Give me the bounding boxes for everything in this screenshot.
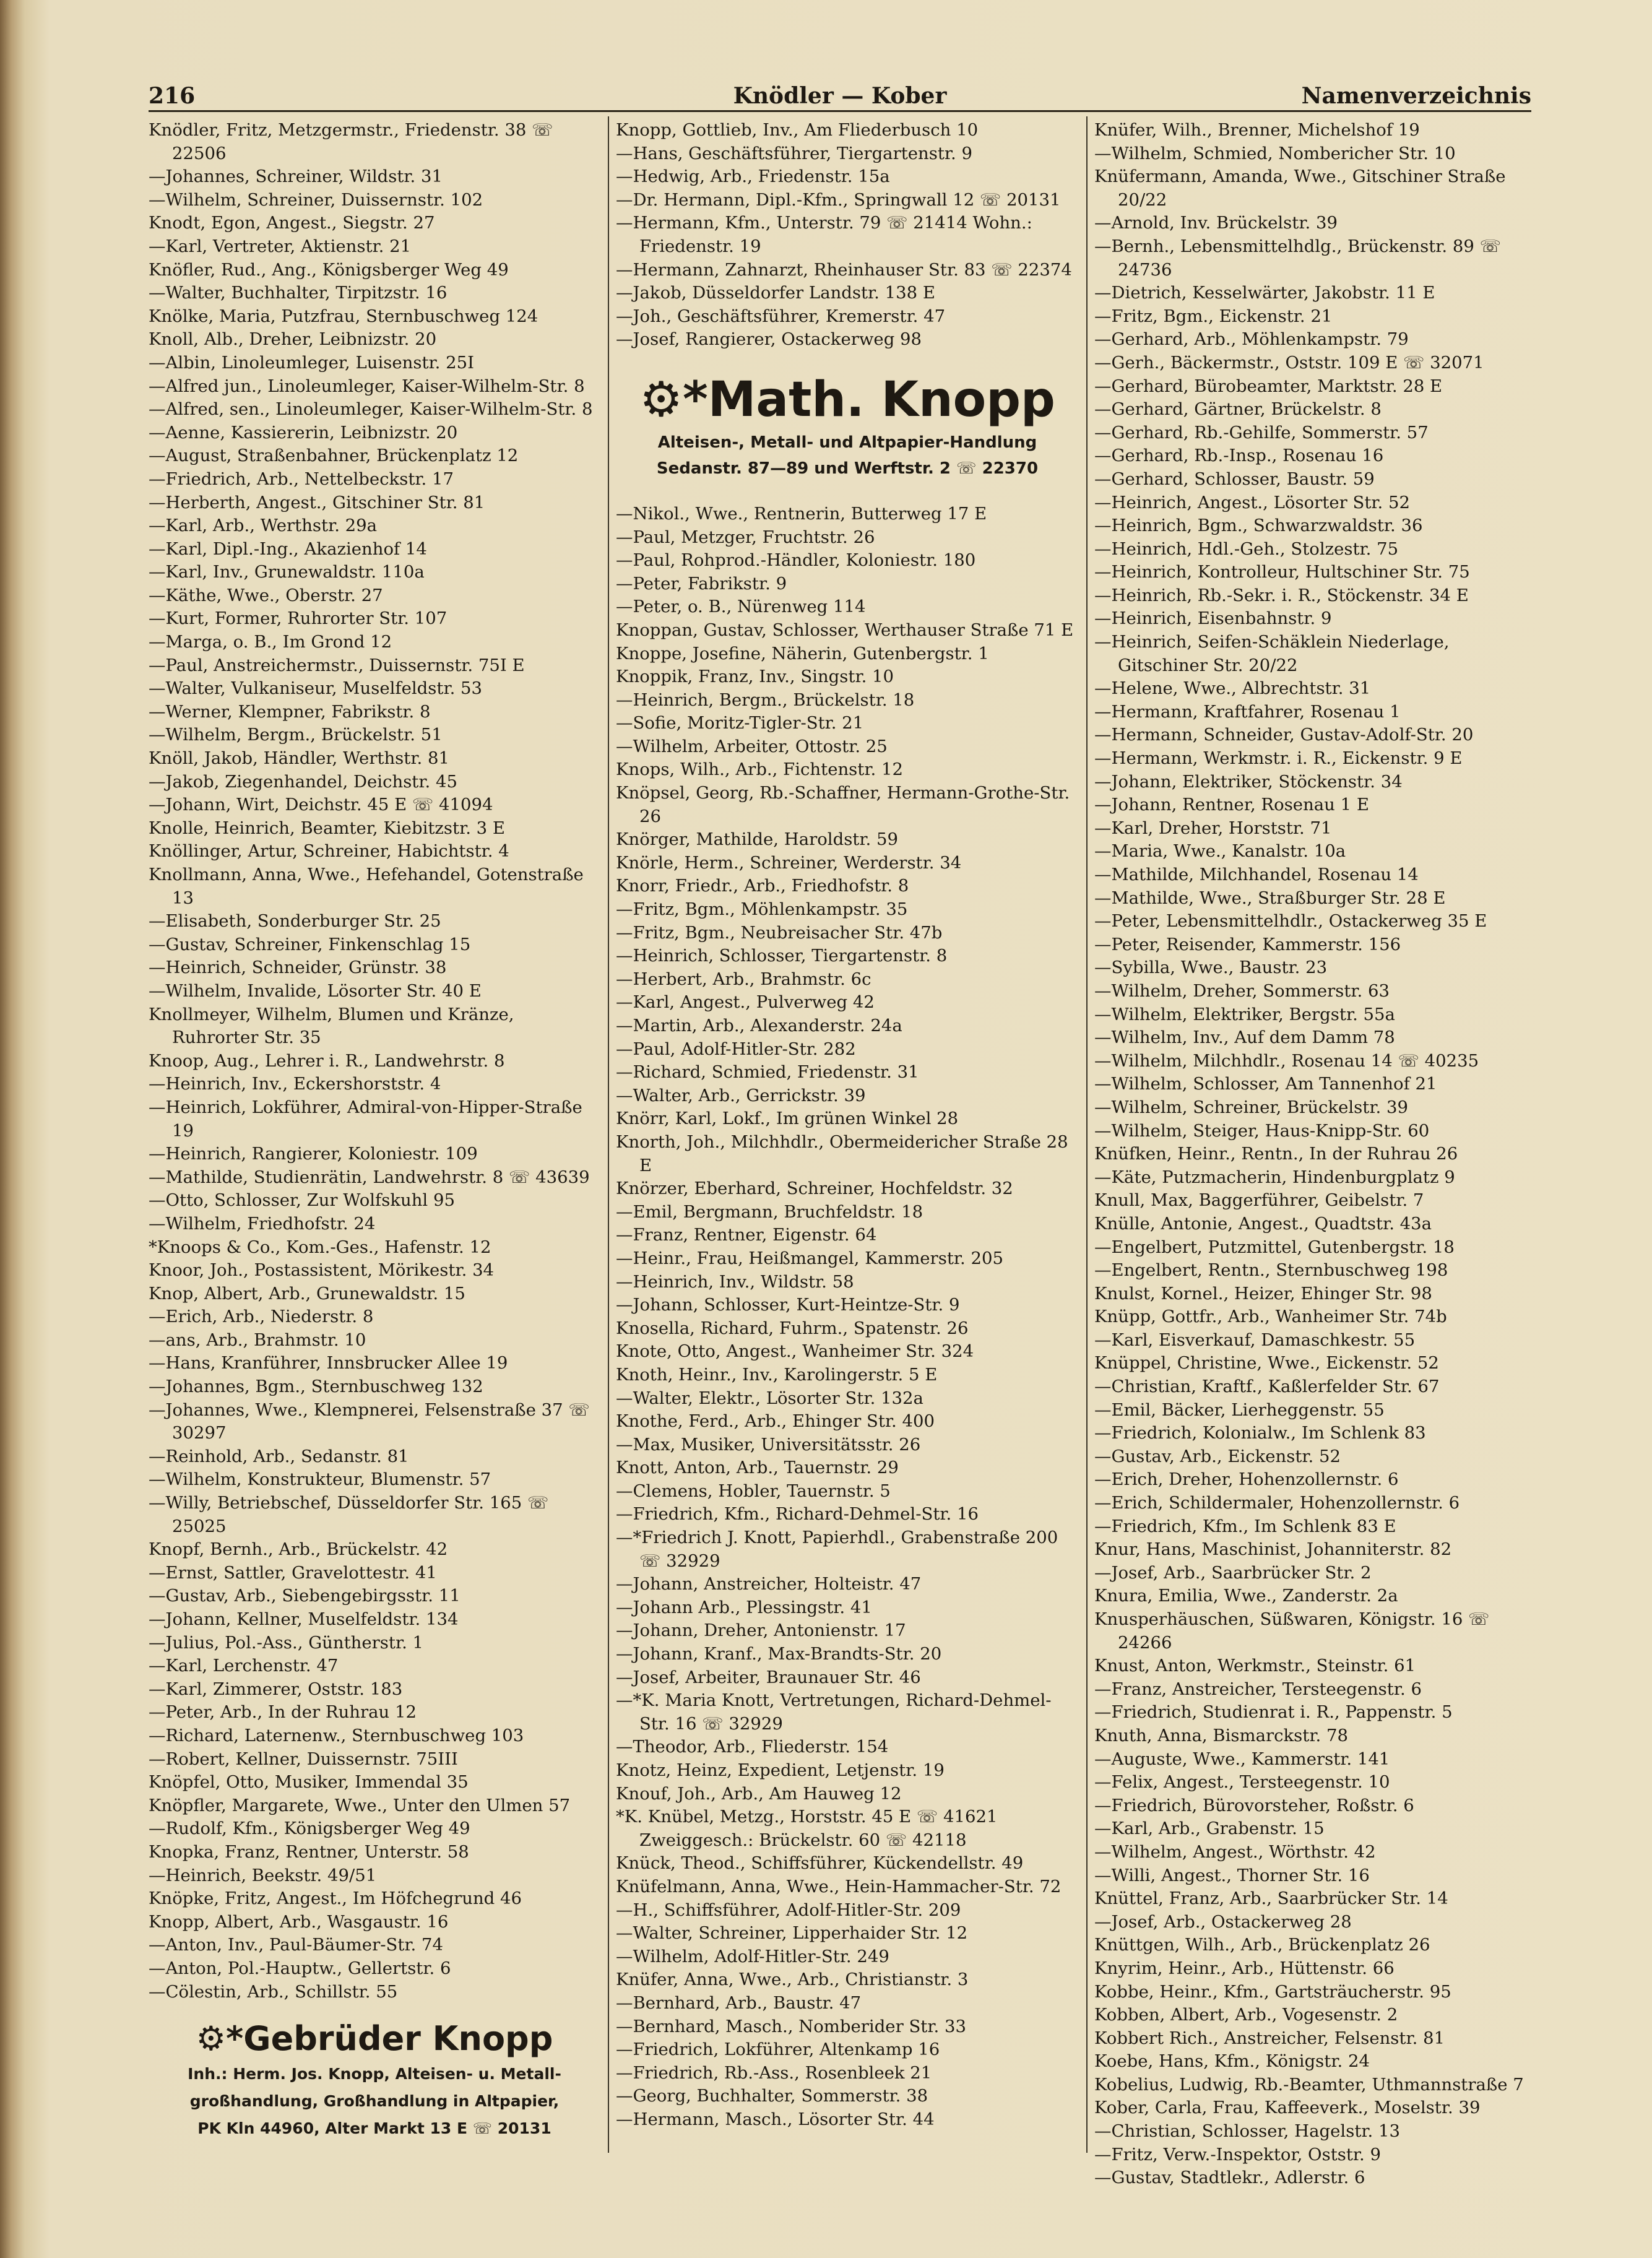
directory-entry: Knöpke, Fritz, Angest., Im Höfchegrund 46 [149, 1888, 522, 1909]
directory-entry: —Heinrich, Beekstr. 49/51 [149, 1865, 377, 1885]
directory-entry: —Herbert, Arb., Brahmstr. 6c [616, 969, 871, 989]
directory-entry: —Marga, o. B., Im Grond 12 [149, 632, 392, 652]
directory-entry: —Richard, Schmied, Friedenstr. 31 [616, 1062, 919, 1083]
advert-line: Inh.: Herm. Jos. Knopp, Alteisen- u. Metall- [188, 2065, 561, 2083]
advert-line: Alteisen-, Metall- und Altpapier-Handlung [657, 433, 1037, 452]
directory-entry: —Wilhelm, Arbeiter, Ottostr. 25 [616, 736, 888, 756]
directory-entry: —Peter, Fabrikstr. 9 [616, 573, 787, 594]
directory-entry: —Friedrich, Rb.-Ass., Rosenbleek 21 [616, 2062, 932, 2083]
directory-entry: Knott, Anton, Arb., Tauernstr. 29 [616, 1458, 899, 1478]
directory-entry: —Peter, Lebensmittelhdlr., Ostackerweg 35 E [1094, 911, 1487, 932]
directory-entry: Knust, Anton, Werkmstr., Steinstr. 61 [1094, 1656, 1416, 1676]
directory-entry: —Gustav, Arb., Eickenstr. 52 [1094, 1446, 1341, 1466]
directory-entry: —Dietrich, Kesselwärter, Jakobstr. 11 E [1094, 283, 1435, 303]
directory-entry: —Jakob, Ziegenhandel, Deichstr. 45 [149, 771, 457, 792]
directory-entry: Knüfken, Heinr., Rentn., In der Ruhrau 26 [1094, 1144, 1458, 1164]
directory-entry: —Fritz, Verw.-Inspektor, Oststr. 9 [1094, 2144, 1382, 2165]
directory-entry: —Bernhard, Masch., Nomberider Str. 33 [616, 2016, 966, 2036]
directory-entry: —Hedwig, Arb., Friedenstr. 15a [616, 167, 890, 187]
directory-entry: —Hermann, Zahnarzt, Rheinhauser Str. 83 ☏ 22374 [616, 259, 1072, 280]
directory-entry: —Gerhard, Rb.-Gehilfe, Sommerstr. 57 [1094, 422, 1429, 443]
directory-entry: —Johannes, Wwe., Klempnerei, Felsenstraße 37 ☏ 30297 [149, 1399, 590, 1443]
directory-entry: —Heinrich, Angest., Lösorter Str. 52 [1094, 492, 1410, 513]
directory-entry: —Theodor, Arb., Fliederstr. 154 [616, 1737, 889, 1757]
section-title: Namenverzeichnis [1301, 83, 1531, 109]
directory-entry: —Heinrich, Schneider, Grünstr. 38 [149, 958, 447, 978]
directory-entry: Knödler, Fritz, Metzgermstr., Friedenstr. 38 ☏ 22506 [149, 120, 553, 163]
directory-entry: —Karl, Arb., Grabenstr. 15 [1094, 1819, 1325, 1839]
advert-line: PK Kln 44960, Alter Markt 13 E ☏ 20131 [197, 2119, 551, 2138]
page-number: 216 [149, 83, 196, 109]
directory-entry: —Johannes, Schreiner, Wildstr. 31 [149, 167, 443, 187]
directory-entry: —Cölestin, Arb., Schillstr. 55 [149, 1981, 398, 2002]
directory-entry: Knörr, Karl, Lokf., Im grünen Winkel 28 [616, 1109, 959, 1129]
directory-entry: —Rudolf, Kfm., Königsberger Weg 49 [149, 1819, 470, 1839]
directory-entry: —Heinrich, Inv., Wildstr. 58 [616, 1271, 854, 1292]
column-rule [608, 116, 609, 2153]
directory-entry: —Wilhelm, Schreiner, Brückelstr. 39 [1094, 1097, 1408, 1117]
directory-entry: —Wilhelm, Angest., Wörthstr. 42 [1094, 1841, 1376, 1862]
directory-entry: —*Friedrich J. Knott, Papierhdl., Grabenstraße 200 ☏ 32929 [616, 1528, 1058, 1571]
directory-entry: —Johann, Rentner, Rosenau 1 E [1094, 795, 1369, 815]
directory-entry: Knur, Hans, Maschinist, Johanniterstr. 82 [1094, 1539, 1452, 1560]
advert-math-knopp [616, 370, 1079, 482]
directory-entry: —Hermann, Masch., Lösorter Str. 44 [616, 2109, 935, 2129]
directory-entry: Kobbert Rich., Anstreicher, Felsenstr. 81 [1094, 2028, 1445, 2048]
directory-entry: —Felix, Angest., Tersteegenstr. 10 [1094, 1772, 1390, 1793]
column-3 [1094, 119, 1531, 2188]
advert-gebrueder-knopp [149, 2017, 600, 2142]
directory-entry: —Gustav, Stadtlekr., Adlerstr. 6 [1094, 2168, 1365, 2188]
directory-entry: Knüfer, Wilh., Brenner, Michelshof 19 [1094, 120, 1420, 140]
directory-entry: —Hans, Kranführer, Innsbrucker Allee 19 [149, 1353, 508, 1373]
directory-entry: Knoth, Heinr., Inv., Karolingerstr. 5 E [616, 1364, 938, 1385]
directory-entry: —Kurt, Former, Ruhrorter Str. 107 [149, 608, 448, 629]
directory-entry: —Gustav, Arb., Siebengebirgsstr. 11 [149, 1586, 461, 1606]
directory-entry: Knöfler, Rud., Ang., Königsberger Weg 49 [149, 259, 509, 280]
directory-entry: —Heinr., Frau, Heißmangel, Kammerstr. 205 [616, 1248, 1003, 1268]
directory-entry: Knorth, Joh., Milchhdlr., Obermeidericher Straße 28 E [616, 1131, 1068, 1175]
directory-entry: —Walter, Elektr., Lösorter Str. 132a [616, 1388, 923, 1408]
directory-entry: —Hans, Geschäftsführer, Tiergartenstr. 9 [616, 143, 973, 163]
directory-entry: —Emil, Bergmann, Bruchfeldstr. 18 [616, 1201, 923, 1222]
directory-entry: —Friedrich, Studienrat i. R., Pappenstr. 5 [1094, 1702, 1453, 1723]
directory-entry: —Erich, Arb., Niederstr. 8 [149, 1307, 374, 1327]
directory-entry: Knoppe, Josefine, Näherin, Gutenbergstr. 1 [616, 643, 989, 664]
directory-entry: —Johannes, Bgm., Sternbuschweg 132 [149, 1377, 483, 1397]
directory-entry: Kobben, Albert, Arb., Vogesenstr. 2 [1094, 2005, 1398, 2025]
column-rule [1086, 116, 1088, 2153]
directory-entry: Knodt, Egon, Angest., Siegstr. 27 [149, 213, 435, 233]
directory-entry: —Christian, Schlosser, Hagelstr. 13 [1094, 2121, 1400, 2142]
directory-entry: —Erich, Schildermaler, Hohenzollernstr. 6 [1094, 1493, 1460, 1513]
directory-entry: —Wilhelm, Schlosser, Am Tannenhof 21 [1094, 1074, 1437, 1094]
directory-entry: —Karl, Inv., Grunewaldstr. 110a [149, 562, 425, 582]
directory-entry: Knöpfler, Margarete, Wwe., Unter den Ulmen 57 [149, 1795, 571, 1815]
directory-entry: —Albin, Linoleumleger, Luisenstr. 25I [149, 352, 474, 373]
column-2 [616, 119, 1079, 2155]
directory-entry: —Wilhelm, Invalide, Lösorter Str. 40 E [149, 980, 482, 1001]
directory-entry: —Karl, Dreher, Horststr. 71 [1094, 818, 1332, 838]
directory-entry: Knop, Albert, Arb., Grunewaldstr. 15 [149, 1283, 465, 1304]
directory-entry: Knüppel, Christine, Wwe., Eickenstr. 52 [1094, 1353, 1439, 1373]
directory-entry: —Arnold, Inv. Brückelstr. 39 [1094, 213, 1338, 233]
directory-entry: Knorr, Friedr., Arb., Friedhofstr. 8 [616, 876, 909, 896]
directory-entry: Knothe, Ferd., Arb., Ehinger Str. 400 [616, 1411, 935, 1432]
directory-entry: Knüttgen, Wilh., Arb., Brückenplatz 26 [1094, 1935, 1430, 1955]
directory-entry: Knolle, Heinrich, Beamter, Kiebitzstr. 3 E [149, 818, 505, 838]
directory-entry: —Hermann, Werkmstr. i. R., Eickenstr. 9 E [1094, 748, 1463, 769]
directory-entry: —Franz, Anstreicher, Tersteegenstr. 6 [1094, 1679, 1422, 1699]
column-1 [149, 119, 600, 2155]
directory-entry: Kobelius, Ludwig, Rb.-Beamter, Uthmannstraße 7 [1094, 2074, 1524, 2095]
directory-entry: —Wilhelm, Schmied, Nombericher Str. 10 [1094, 143, 1456, 163]
directory-entry: —*K. Maria Knott, Vertretungen, Richard-Dehmel-Str. 16 ☏ 32929 [616, 1690, 1052, 1734]
running-title: Knödler — Kober [733, 83, 947, 109]
directory-entry: —Karl, Lerchenstr. 47 [149, 1656, 339, 1676]
page-header [149, 79, 1531, 112]
directory-entry: —Gerhard, Bürobeamter, Marktstr. 28 E [1094, 376, 1443, 396]
directory-entry: Knöllinger, Artur, Schreiner, Habichtstr. 4 [149, 841, 509, 862]
directory-entry: —Heinrich, Eisenbahnstr. 9 [1094, 608, 1332, 629]
directory-entry: Knüfermann, Amanda, Wwe., Gitschiner Straße 20/22 [1094, 167, 1506, 210]
directory-entry: —Maria, Wwe., Kanalstr. 10a [1094, 841, 1346, 862]
directory-entry: —Engelbert, Putzmittel, Gutenbergstr. 18 [1094, 1237, 1455, 1257]
directory-entry: —Gerhard, Gärtner, Brückelstr. 8 [1094, 399, 1382, 420]
directory-entry: Knüfelmann, Anna, Wwe., Hein-Hammacher-Str. 72 [616, 1876, 1062, 1897]
directory-entry: —Paul, Anstreichermstr., Duissernstr. 75I E [149, 655, 525, 675]
directory-entry: —Franz, Rentner, Eigenstr. 64 [616, 1225, 877, 1245]
directory-entry: —Wilhelm, Inv., Auf dem Damm 78 [1094, 1027, 1395, 1048]
directory-entry: Knuth, Anna, Bismarckstr. 78 [1094, 1725, 1348, 1745]
directory-entry: Knura, Emilia, Wwe., Zanderstr. 2a [1094, 1586, 1398, 1606]
directory-entry: —Max, Musiker, Universitätsstr. 26 [616, 1434, 921, 1455]
directory-entry: —Paul, Metzger, Fruchtstr. 26 [616, 527, 875, 547]
directory-entry: —Friedrich, Kfm., Richard-Dehmel-Str. 16 [616, 1504, 979, 1525]
directory-entry: —Peter, Arb., In der Ruhrau 12 [149, 1702, 417, 1723]
directory-entry: —Johann Arb., Plessingstr. 41 [616, 1597, 872, 1617]
directory-entry: —Heinrich, Bergm., Brückelstr. 18 [616, 690, 915, 710]
directory-entry: —Heinrich, Schlosser, Tiergartenstr. 8 [616, 946, 948, 966]
directory-entry: —Mathilde, Studienrätin, Landwehrstr. 8 ☏ 43639 [149, 1167, 590, 1187]
directory-entry: —Auguste, Wwe., Kammerstr. 141 [1094, 1749, 1390, 1769]
directory-entry: —Martin, Arb., Alexanderstr. 24a [616, 1016, 902, 1036]
directory-entry: —Walter, Buchhalter, Tirpitzstr. 16 [149, 283, 448, 303]
directory-entry: —Johann, Dreher, Antonienstr. 17 [616, 1620, 906, 1641]
directory-entry: —Otto, Schlosser, Zur Wolfskuhl 95 [149, 1190, 455, 1211]
directory-entry: Knülle, Antonie, Angest., Quadtstr. 43a [1094, 1213, 1432, 1234]
directory-entry: —Johann, Anstreicher, Holteistr. 47 [616, 1574, 922, 1594]
directory-entry: —Wilhelm, Dreher, Sommerstr. 63 [1094, 980, 1390, 1001]
directory-entry: —Karl, Angest., Pulverweg 42 [616, 992, 875, 1013]
directory-entry: —Wilhelm, Adolf-Hitler-Str. 249 [616, 1946, 889, 1966]
directory-entry: Knollmann, Anna, Wwe., Hefehandel, Gotenstraße 13 [149, 865, 584, 908]
advert-line: Sedanstr. 87—89 und Werftstr. 2 ☏ 22370 [656, 459, 1039, 478]
directory-entry: —Johann, Wirt, Deichstr. 45 E ☏ 41094 [149, 795, 493, 815]
directory-entry: —Karl, Vertreter, Aktienstr. 21 [149, 236, 412, 256]
directory-entry: Knölke, Maria, Putzfrau, Sternbuschweg 124 [149, 306, 538, 326]
directory-entry: —Fritz, Bgm., Neubreisacher Str. 47b [616, 922, 943, 943]
directory-entry: —Paul, Rohprod.-Händler, Koloniestr. 180 [616, 550, 976, 571]
directory-entry: Knopp, Albert, Arb., Wasgaustr. 16 [149, 1911, 449, 1932]
directory-entry: —Ernst, Sattler, Gravelottestr. 41 [149, 1562, 437, 1583]
directory-entry: —August, Straßenbahner, Brückenplatz 12 [149, 446, 519, 466]
directory-entry: —Anton, Pol.-Hauptw., Gellertstr. 6 [149, 1958, 451, 1978]
directory-entry: Knote, Otto, Angest., Wanheimer Str. 324 [616, 1341, 974, 1362]
directory-entry: —Johann, Schlosser, Kurt-Heintze-Str. 9 [616, 1295, 960, 1315]
directory-entry: —Anton, Inv., Paul-Bäumer-Str. 74 [149, 1935, 443, 1955]
directory-entry: —Heinrich, Rb.-Sekr. i. R., Stöckenstr. 34 E [1094, 585, 1469, 605]
directory-entry: Knörger, Mathilde, Haroldstr. 59 [616, 829, 898, 850]
directory-entry: Knotz, Heinz, Expedient, Letjenstr. 19 [616, 1760, 945, 1780]
directory-entry: —Julius, Pol.-Ass., Güntherstr. 1 [149, 1632, 424, 1653]
entry-list [149, 119, 600, 2004]
directory-entry: Knoor, Joh., Postassistent, Mörikestr. 34 [149, 1260, 495, 1281]
directory-entry: Knoppan, Gustav, Schlosser, Werthauser Straße 71 E [616, 620, 1074, 640]
directory-entry: —Gerhard, Schlosser, Baustr. 59 [1094, 469, 1375, 489]
directory-entry: —Helene, Wwe., Albrechtstr. 31 [1094, 678, 1371, 699]
directory-entry: —Hermann, Schneider, Gustav-Adolf-Str. 20 [1094, 725, 1474, 745]
directory-entry: —Clemens, Hobler, Tauernstr. 5 [616, 1481, 891, 1501]
directory-entry: —Walter, Schreiner, Lipperhaider Str. 12 [616, 1923, 968, 1944]
directory-entry: Knörzer, Eberhard, Schreiner, Hochfeldstr. 32 [616, 1179, 1013, 1199]
directory-entry: —Karl, Zimmerer, Oststr. 183 [149, 1679, 403, 1699]
directory-entry: —Richard, Laternenw., Sternbuschweg 103 [149, 1725, 524, 1745]
directory-entry: —Johann, Elektriker, Stöckenstr. 34 [1094, 771, 1403, 792]
directory-entry: —Fritz, Bgm., Eickenstr. 21 [1094, 306, 1333, 326]
directory-entry: *K. Knübel, Metzg., Horststr. 45 E ☏ 41621 Zweiggesch.: Brückelstr. 60 ☏ 42118 [616, 1807, 998, 1850]
directory-entry: —Bernh., Lebensmittelhdlg., Brückenstr. 89 ☏ 24736 [1094, 236, 1502, 280]
directory-entry: —Heinrich, Inv., Eckershorststr. 4 [149, 1074, 441, 1094]
directory-entry: —Käthe, Wwe., Oberstr. 27 [149, 585, 383, 605]
directory-entry: —Aenne, Kassiererin, Leibnizstr. 20 [149, 422, 458, 443]
advert-line: großhandlung, Großhandlung in Altpapier, [189, 2092, 560, 2111]
directory-entry: —Reinhold, Arb., Sedanstr. 81 [149, 1446, 409, 1466]
directory-entry: —Friedrich, Kfm., Im Schlenk 83 E [1094, 1516, 1396, 1536]
directory-entry: Knüttel, Franz, Arb., Saarbrücker Str. 14 [1094, 1888, 1448, 1909]
directory-entry: —Friedrich, Arb., Nettelbeckstr. 17 [149, 469, 454, 489]
directory-entry: Knyrim, Heinr., Arb., Hüttenstr. 66 [1094, 1958, 1395, 1978]
directory-entry: —Alfred, sen., Linoleumleger, Kaiser-Wilhelm-Str. 8 [149, 399, 593, 420]
directory-entry: —Sofie, Moritz-Tigler-Str. 21 [616, 713, 864, 733]
directory-entry: —Herberth, Angest., Gitschiner Str. 81 [149, 492, 485, 513]
directory-entry: —Nikol., Wwe., Rentnerin, Butterweg 17 E [616, 503, 987, 524]
directory-entry: *Knoops & Co., Kom.-Ges., Hafenstr. 12 [149, 1237, 491, 1257]
directory-entry: —Erich, Dreher, Hohenzollernstr. 6 [1094, 1469, 1399, 1490]
directory-entry: —Paul, Adolf-Hitler-Str. 282 [616, 1039, 856, 1059]
directory-entry: Knüpp, Gottfr., Arb., Wanheimer Str. 74b [1094, 1307, 1447, 1327]
directory-entry: Knull, Max, Baggerführer, Geibelstr. 7 [1094, 1190, 1424, 1211]
directory-entry: —Karl, Arb., Werthstr. 29a [149, 516, 378, 536]
directory-entry: —Werner, Klempner, Fabrikstr. 8 [149, 701, 431, 722]
directory-entry: —Wilhelm, Konstrukteur, Blumenstr. 57 [149, 1469, 491, 1490]
directory-entry: —Dr. Hermann, Dipl.-Kfm., Springwall 12 ☏ 20131 [616, 189, 1061, 210]
directory-entry: —Käte, Putzmacherin, Hindenburgplatz 9 [1094, 1167, 1455, 1187]
directory-entry: —ans, Arb., Brahmstr. 10 [149, 1330, 366, 1350]
directory-entry: —Jakob, Düsseldorfer Landstr. 138 E [616, 283, 935, 303]
directory-entry: —Heinrich, Lokführer, Admiral-von-Hipper-Straße 19 [149, 1097, 582, 1141]
directory-entry: —Heinrich, Rangierer, Koloniestr. 109 [149, 1144, 478, 1164]
directory-entry: —Josef, Arb., Ostackerweg 28 [1094, 1911, 1352, 1932]
directory-entry: —Wilhelm, Elektriker, Bergstr. 55a [1094, 1004, 1395, 1024]
directory-entry: Knopka, Franz, Rentner, Unterstr. 58 [149, 1841, 469, 1862]
directory-entry: —Peter, o. B., Nürenweg 114 [616, 597, 866, 617]
directory-entry: —Wilhelm, Schreiner, Duissernstr. 102 [149, 189, 483, 210]
directory-entry: —Walter, Vulkaniseur, Muselfeldstr. 53 [149, 678, 483, 699]
directory-entry: Knüfer, Anna, Wwe., Arb., Christianstr. 3 [616, 1970, 969, 1990]
directory-entry: —Fritz, Bgm., Möhlenkampstr. 35 [616, 899, 908, 920]
directory-entry: —Hermann, Kfm., Unterstr. 79 ☏ 21414 Wohn.: Friedenstr. 19 [616, 213, 1032, 256]
directory-entry: —Georg, Buchhalter, Sommerstr. 38 [616, 2086, 928, 2106]
directory-entry: Knollmeyer, Wilhelm, Blumen und Kränze, Ruhrorter Str. 35 [149, 1004, 514, 1048]
directory-entry: —Friedrich, Kolonialw., Im Schlenk 83 [1094, 1423, 1426, 1443]
directory-entry: —Heinrich, Hdl.-Geh., Stolzestr. 75 [1094, 539, 1399, 559]
directory-entry: Knück, Theod., Schiffsführer, Kückendellstr. 49 [616, 1853, 1024, 1874]
directory-entry: —Wilhelm, Milchhdlr., Rosenau 14 ☏ 40235 [1094, 1050, 1479, 1071]
directory-entry: —Hermann, Kraftfahrer, Rosenau 1 [1094, 701, 1401, 722]
directory-entry: —Engelbert, Rentn., Sternbuschweg 198 [1094, 1260, 1448, 1281]
directory-entry: Kober, Carla, Frau, Kaffeeverk., Moselstr. 39 [1094, 2098, 1481, 2118]
directory-entry: —Mathilde, Milchhandel, Rosenau 14 [1094, 865, 1419, 885]
advert-name: ⚙*Math. Knopp [639, 371, 1055, 428]
directory-entry: —Heinrich, Seifen-Schäklein Niederlage, Gitschiner Str. 20/22 [1094, 632, 1450, 675]
directory-entry: Knöll, Jakob, Händler, Werthstr. 81 [149, 748, 449, 769]
directory-entry: Knoop, Aug., Lehrer i. R., Landwehrstr. 8 [149, 1050, 505, 1071]
directory-entry: —Karl, Eisverkauf, Damaschkestr. 55 [1094, 1330, 1416, 1350]
directory-entry: —Emil, Bäcker, Lierheggenstr. 55 [1094, 1399, 1385, 1420]
directory-entry: —Joh., Geschäftsführer, Kremerstr. 47 [616, 306, 946, 326]
directory-entry: Koebe, Hans, Kfm., Königstr. 24 [1094, 2051, 1370, 2072]
directory-entry: Knusperhäuschen, Süßwaren, Königstr. 16 ☏ 24266 [1094, 1609, 1490, 1653]
directory-entry: Knöpsel, Georg, Rb.-Schaffner, Hermann-Grothe-Str. 26 [616, 783, 1070, 826]
directory-entry: Knopp, Gottlieb, Inv., Am Fliederbusch 10 [616, 120, 979, 140]
directory-entry: —Sybilla, Wwe., Baustr. 23 [1094, 958, 1328, 978]
directory-entry: Knöpfel, Otto, Musiker, Immendal 35 [149, 1772, 469, 1793]
directory-entry: —Heinrich, Bgm., Schwarzwaldstr. 36 [1094, 516, 1423, 536]
directory-entry: —Willi, Angest., Thorner Str. 16 [1094, 1865, 1370, 1885]
entry-list [616, 119, 1079, 352]
directory-entry: —Friedrich, Bürovorsteher, Roßstr. 6 [1094, 1795, 1414, 1815]
directory-entry: —Alfred jun., Linoleumleger, Kaiser-Wilhelm-Str. 8 [149, 376, 585, 396]
directory-entry: —Johann, Kranf., Max-Brandts-Str. 20 [616, 1644, 942, 1664]
entry-list [1094, 119, 1531, 2190]
directory-entry: Knulst, Kornel., Heizer, Ehinger Str. 98 [1094, 1283, 1432, 1304]
directory-entry: —Josef, Arb., Saarbrücker Str. 2 [1094, 1562, 1372, 1583]
directory-entry: —Mathilde, Wwe., Straßburger Str. 28 E [1094, 888, 1446, 908]
directory-entry: —Peter, Reisender, Kammerstr. 156 [1094, 934, 1401, 954]
directory-entry: —Wilhelm, Bergm., Brückelstr. 51 [149, 725, 443, 745]
directory-entry: —Wilhelm, Steiger, Haus-Knipp-Str. 60 [1094, 1120, 1430, 1141]
directory-entry: Knörle, Herm., Schreiner, Werderstr. 34 [616, 852, 962, 873]
directory-entry: —Johann, Kellner, Muselfeldstr. 134 [149, 1609, 459, 1629]
directory-entry: Knoll, Alb., Dreher, Leibnizstr. 20 [149, 329, 437, 350]
directory-entry: —Walter, Arb., Gerrickstr. 39 [616, 1085, 866, 1105]
directory-entry: —Wilhelm, Friedhofstr. 24 [149, 1213, 376, 1234]
directory-entry: —Heinrich, Kontrolleur, Hultschiner Str. 75 [1094, 562, 1470, 582]
directory-entry: Kobbe, Heinr., Kfm., Gartsträucherstr. 95 [1094, 1981, 1451, 2002]
directory-entry: —Friedrich, Lokführer, Altenkamp 16 [616, 2040, 940, 2060]
directory-entry: —Christian, Kraftf., Kaßlerfelder Str. 67 [1094, 1377, 1440, 1397]
directory-entry: —Robert, Kellner, Duissernstr. 75III [149, 1749, 458, 1769]
directory-entry: —Willy, Betriebschef, Düsseldorfer Str. 165 ☏ 25025 [149, 1493, 549, 1536]
directory-entry: —Gerhard, Rb.-Insp., Rosenau 16 [1094, 446, 1384, 466]
directory-entry: —Gerhard, Arb., Möhlenkampstr. 79 [1094, 329, 1409, 350]
directory-entry: —Gerh., Bäckermstr., Oststr. 109 E ☏ 32071 [1094, 352, 1484, 373]
advert-name: ⚙*Gebrüder Knopp [196, 2019, 553, 2059]
entry-list [616, 503, 1079, 2132]
directory-entry: —Bernhard, Arb., Baustr. 47 [616, 1992, 862, 2013]
directory-entry: —Karl, Dipl.-Ing., Akazienhof 14 [149, 539, 427, 559]
directory-entry: —Gustav, Schreiner, Finkenschlag 15 [149, 934, 471, 954]
directory-entry: Knops, Wilh., Arb., Fichtenstr. 12 [616, 759, 903, 780]
directory-entry: Knouf, Joh., Arb., Am Hauweg 12 [616, 1783, 902, 1804]
directory-entry: —H., Schiffsführer, Adolf-Hitler-Str. 209 [616, 1900, 961, 1920]
directory-entry: Knoppik, Franz, Inv., Singstr. 10 [616, 667, 894, 687]
directory-entry: —Josef, Rangierer, Ostackerweg 98 [616, 329, 922, 350]
directory-entry: Knosella, Richard, Fuhrm., Spatenstr. 26 [616, 1318, 969, 1338]
directory-entry: —Elisabeth, Sonderburger Str. 25 [149, 911, 441, 932]
directory-entry: —Josef, Arbeiter, Braunauer Str. 46 [616, 1667, 921, 1687]
directory-entry: Knopf, Bernh., Arb., Brückelstr. 42 [149, 1539, 448, 1560]
